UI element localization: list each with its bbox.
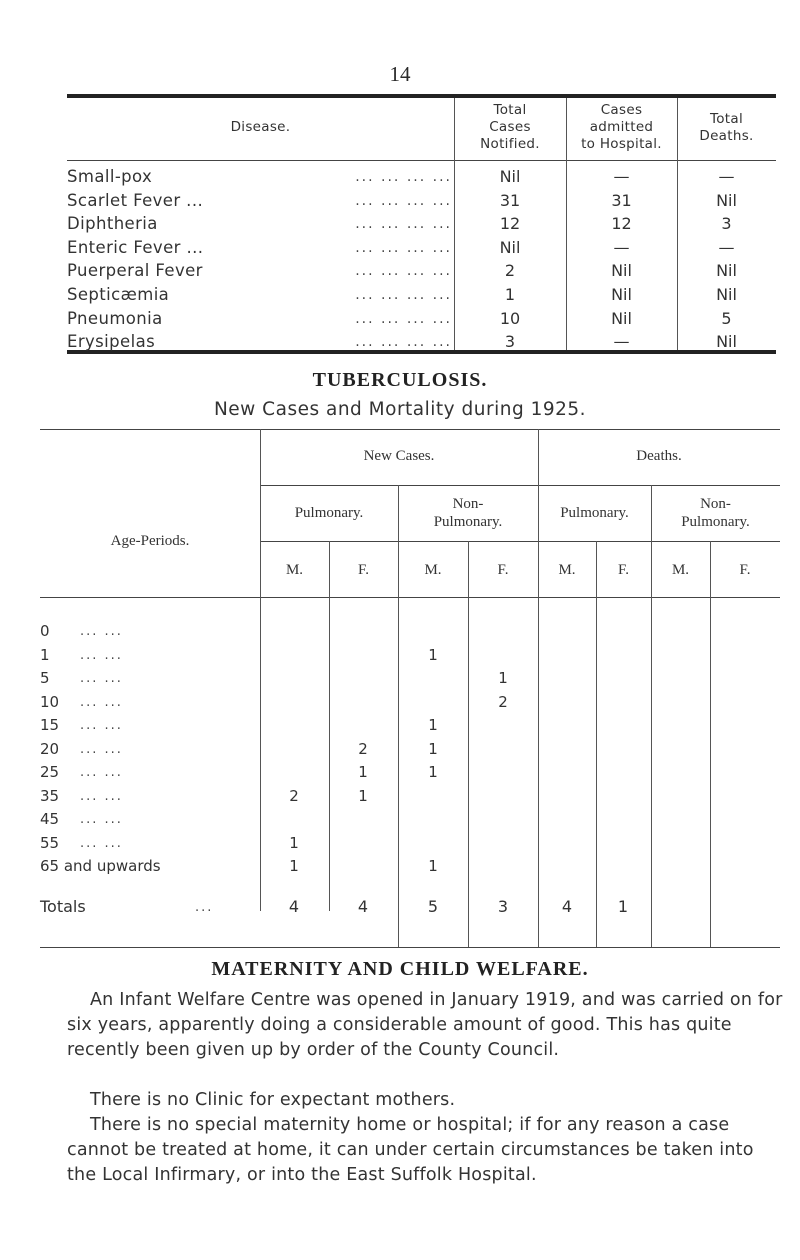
header-rule (40, 597, 780, 598)
count-cell: 1 (428, 645, 438, 664)
leader-dots: ... (195, 900, 214, 915)
paragraph: An Infant Welfare Centre was opened in January 1919, and was carried on for six years, apparently doing a considerable amount of good. This has quite recently been given up by order of the County Council. (67, 990, 783, 1060)
leader-dots: ... ... ... ... (355, 192, 452, 209)
column-divider (398, 485, 399, 947)
cell-notified: 31 (499, 190, 521, 210)
disease-name: Scarlet Fever ... (67, 190, 204, 210)
header-line: Total (709, 111, 744, 127)
cell-admitted: Nil (611, 261, 632, 281)
count-cell: 2 (358, 739, 368, 758)
header-non-pulmonary (651, 495, 780, 531)
cell-admitted: — (613, 237, 630, 257)
header-male: M. (671, 562, 690, 578)
table-top-rule (40, 429, 780, 430)
leader-dots: ... ... (80, 718, 123, 733)
column-divider (260, 429, 261, 911)
cell-deaths: Nil (716, 332, 737, 352)
header-line: Total (493, 102, 527, 118)
header-line: admitted (589, 119, 654, 135)
header-female: F. (358, 562, 369, 578)
leader-dots: ... ... ... ... (355, 310, 452, 327)
header-line: Pulmonary. (433, 514, 503, 530)
count-cell: 1 (428, 763, 438, 781)
column-divider (596, 541, 597, 947)
header-male: M. (285, 562, 304, 578)
disease-name: Pneumonia (67, 308, 163, 328)
header-line: Pulmonary. (681, 514, 750, 530)
header-rule (260, 541, 780, 542)
cell-admitted: — (613, 167, 630, 186)
count-cell: 1 (289, 833, 299, 852)
header-cases-admitted (566, 102, 677, 153)
header-male: M. (558, 562, 576, 578)
header-female: F. (739, 562, 751, 578)
paragraph: There is no special maternity home or hospital; if for any reason a case cannot be treated at home, it can under certain circumstances be taken into the Local Infirmary, or into the East Suffolk Hospital. (67, 1115, 754, 1185)
header-male: M. (424, 562, 442, 578)
cell-deaths: — (718, 237, 735, 257)
header-total-deaths (677, 111, 776, 145)
header-female: F. (618, 562, 629, 578)
age-period: 20 (40, 739, 60, 758)
leader-dots: ... ... (80, 812, 123, 827)
column-divider (710, 541, 711, 947)
total-cell: 3 (497, 897, 509, 916)
age-period: 45 (40, 810, 60, 828)
leader-dots: ... ... (80, 647, 123, 663)
cell-notified: 2 (504, 261, 516, 281)
header-deaths: Deaths. (636, 448, 682, 464)
leader-dots: ... ... ... ... (355, 169, 452, 185)
leader-dots: ... ... ... ... (355, 263, 452, 280)
leader-dots: ... ... ... ... (355, 216, 452, 233)
count-cell: 1 (428, 716, 438, 734)
leader-dots: ... ... (80, 694, 123, 710)
cell-notified: 1 (504, 285, 516, 304)
header-line: Deaths. (699, 128, 754, 144)
count-cell: 2 (289, 786, 299, 805)
header-total-cases-notified (454, 102, 566, 153)
header-rule (67, 160, 776, 161)
leader-dots: ... ... ... ... (355, 287, 452, 303)
cell-notified: 3 (504, 332, 516, 352)
leader-dots: ... ... (80, 765, 123, 780)
tuberculosis-table (40, 429, 780, 949)
count-cell: 1 (428, 739, 438, 758)
disease-name: Erysipelas (67, 332, 156, 352)
count-cell: 1 (358, 763, 368, 781)
cell-admitted: Nil (611, 285, 632, 304)
cell-admitted: Nil (611, 308, 632, 328)
table-top-rule (67, 94, 776, 98)
leader-dots: ... ... (80, 835, 123, 851)
leader-dots: ... ... ... ... (355, 334, 452, 351)
age-period: 15 (40, 716, 60, 734)
header-line: Cases (489, 119, 531, 135)
total-cell: 1 (617, 897, 629, 916)
tuberculosis-subtitle: New Cases and Mortality during 1925. (213, 399, 587, 420)
tuberculosis-title: TUBERCULOSIS. (312, 369, 488, 391)
leader-dots: ... ... (80, 741, 123, 757)
age-period: 1 (40, 645, 50, 664)
header-disease: Disease. (230, 119, 291, 135)
cell-deaths: Nil (716, 285, 737, 304)
cell-notified: 12 (499, 214, 521, 234)
cell-deaths: 5 (721, 308, 732, 328)
cell-deaths: 3 (721, 214, 732, 234)
cell-notified: Nil (499, 237, 521, 257)
count-cell: 2 (498, 692, 508, 711)
page-number: 14 (389, 62, 411, 86)
age-period: 55 (40, 833, 60, 852)
total-cell: 5 (427, 897, 439, 916)
cell-admitted: — (613, 332, 630, 352)
count-cell: 1 (358, 786, 368, 805)
leader-dots: ... ... (80, 624, 123, 639)
disease-name: Diphtheria (67, 214, 158, 234)
header-line: Cases (600, 102, 643, 118)
age-period: 5 (40, 669, 50, 687)
maternity-title: MATERNITY AND CHILD WELFARE. (211, 958, 589, 980)
age-period: 35 (40, 786, 60, 805)
age-period: 0 (40, 622, 50, 640)
header-line: Non- (452, 496, 484, 512)
cell-deaths: Nil (716, 261, 737, 281)
header-non-pulmonary (398, 495, 538, 531)
cell-deaths: Nil (716, 190, 737, 210)
header-line: to Hospital. (581, 136, 662, 152)
count-cell: 1 (428, 857, 438, 875)
total-cell: 4 (561, 897, 573, 916)
disease-name: Puerperal Fever (67, 261, 203, 281)
total-cell: 4 (288, 897, 300, 916)
header-line: Notified. (480, 136, 540, 152)
header-line: Non- (700, 496, 731, 512)
age-period: 10 (40, 692, 60, 711)
leader-dots: ... ... (80, 788, 123, 804)
totals-label: Totals (40, 897, 86, 916)
header-pulmonary: Pulmonary. (560, 505, 629, 521)
header-female: F. (497, 562, 509, 578)
age-period: 65 and upwards (40, 857, 161, 875)
age-period: 25 (40, 763, 60, 781)
disease-name: Septicæmia (67, 285, 170, 304)
disease-name: Enteric Fever ... (67, 237, 204, 257)
paragraph: There is no Clinic for expectant mothers. (90, 1090, 456, 1110)
header-new-cases: New Cases. (363, 448, 435, 464)
table-bottom-rule (40, 947, 780, 948)
count-cell: 1 (498, 669, 508, 687)
header-pulmonary: Pulmonary. (294, 505, 364, 521)
cell-deaths: — (718, 167, 735, 186)
column-divider (329, 541, 330, 911)
cell-notified: Nil (499, 167, 521, 186)
leader-dots: ... ... ... ... (355, 239, 452, 256)
disease-name: Small-pox (67, 167, 153, 186)
column-divider (651, 485, 652, 947)
total-cell: 4 (357, 897, 369, 916)
cell-admitted: 12 (611, 214, 632, 234)
header-age-periods: Age-Periods. (110, 533, 190, 549)
column-divider (468, 541, 469, 947)
cell-notified: 10 (499, 308, 521, 328)
disease-table (67, 94, 776, 356)
cell-admitted: 31 (611, 190, 632, 210)
header-rule (260, 485, 780, 486)
leader-dots: ... ... (80, 671, 123, 686)
count-cell: 1 (289, 857, 299, 875)
